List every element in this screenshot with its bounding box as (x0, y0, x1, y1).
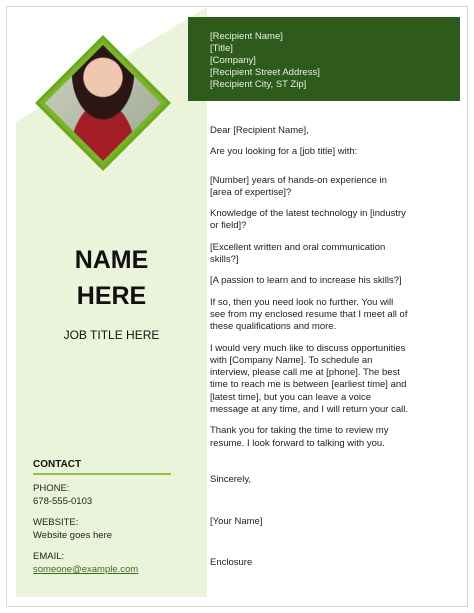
greeting: Dear [Recipient Name], (210, 125, 309, 136)
recipient-street: [Recipient Street Address] (210, 67, 320, 78)
email-link[interactable]: someone@example.com (33, 564, 139, 575)
recipient-title: [Title] (210, 43, 233, 54)
paragraph-3: Thank you for taking the time to review my resume. I look forward to talking with you. (210, 425, 389, 449)
letter-body (210, 125, 410, 578)
contact-email (33, 550, 138, 576)
enclosure: Enclosure (210, 556, 253, 568)
website-value: Website goes here (33, 530, 113, 541)
phone-label: PHONE: (33, 483, 70, 494)
bullet-1: [Number] years of hands-on experience in [area of expertise]? (210, 174, 387, 198)
name-line-1: NAME (74, 246, 149, 274)
intro: Are you looking for a [job title] with: (210, 146, 358, 158)
bullet-2: Knowledge of the latest technology in [industry or field]? (210, 208, 406, 232)
contact-phone (33, 482, 92, 508)
recipient-block (188, 17, 460, 101)
recipient-company: [Company] (210, 55, 256, 66)
recipient-city: [Recipient City, ST Zip] (210, 79, 307, 90)
applicant-name (16, 242, 207, 314)
contact-website (33, 516, 112, 542)
job-title: JOB TITLE HERE (63, 328, 160, 342)
contact-heading: CONTACT (33, 459, 171, 475)
bullet-3: [Excellent written and oral communication skills?] (210, 241, 386, 266)
bullet-4: [A passion to learn and to increase his skills?] (210, 275, 402, 287)
email-label: EMAIL: (33, 551, 65, 562)
signature: [Your Name] (210, 516, 263, 528)
recipient-name: [Recipient Name] (210, 31, 283, 42)
closing: Sincerely, (210, 473, 252, 485)
paragraph-2: I would very much like to discuss opportunities with [Company Name]. To schedule an interview, please call me at [phone]. The best time to reach me is between [earliest time] and [latest time], but you can leave a voice message at any time, and I will return your call. (210, 342, 409, 416)
website-label: WEBSITE: (33, 517, 79, 528)
phone-value: 678-555-0103 (33, 496, 93, 507)
paragraph-1: If so, then you need look no further. You will see from my enclosed resume that I meet all of these qualifications and more. (210, 296, 408, 333)
cover-letter-page (6, 6, 468, 607)
name-line-2: HERE (76, 282, 147, 310)
